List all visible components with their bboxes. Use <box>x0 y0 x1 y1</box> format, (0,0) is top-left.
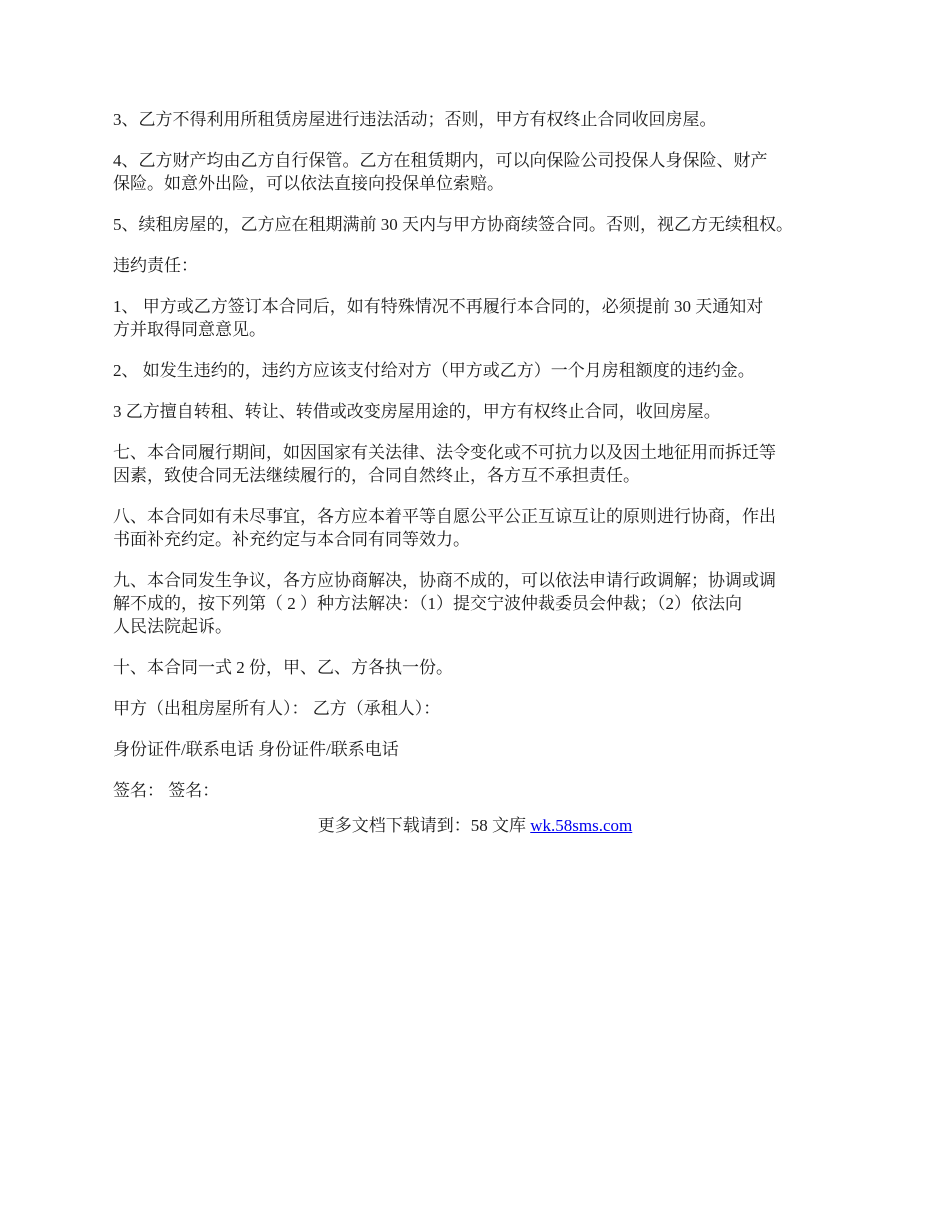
footer-link[interactable]: wk.58sms.com <box>530 816 633 835</box>
paragraph-line: 因素，致使合同无法继续履行的，合同自然终止，各方互不承担责任。 <box>113 466 640 485</box>
paragraph-line: 七、本合同履行期间，如因国家有关法律、法令变化或不可抗力以及因土地征用而拆迁等 <box>113 443 776 462</box>
paragraph-line: 甲方（出租房屋所有人）： 乙方（承租人）： <box>113 699 441 718</box>
paragraph-line: 人民法院起诉。 <box>113 617 232 636</box>
document-body <box>113 108 853 820</box>
paragraph-line: 3、乙方不得利用所租赁房屋进行违法活动；否则，甲方有权终止合同收回房屋。 <box>113 110 717 129</box>
article-8 <box>113 505 853 551</box>
paragraph-line: 九、本合同发生争议，各方应协商解决，协商不成的，可以依法申请行政调解；协调或调 <box>113 571 776 590</box>
paragraph-line: 2、 如发生违约的，违约方应该支付给对方（甲方或乙方）一个月房租额度的违约金。 <box>113 361 755 380</box>
paragraph-line: 签名： 签名： <box>113 781 220 800</box>
signature-line <box>113 779 853 802</box>
article-10 <box>113 656 853 679</box>
breach-clause-1 <box>113 295 853 341</box>
paragraph-line: 书面补充约定。补充约定与本合同有同等效力。 <box>113 530 470 549</box>
article-9 <box>113 569 853 638</box>
clause-4 <box>113 149 853 195</box>
section-heading-breach <box>113 254 853 277</box>
paragraph-line: 4、乙方财产均由乙方自行保管。乙方在租赁期内，可以向保险公司投保人身保险、财产 <box>113 151 768 170</box>
clause-5 <box>113 213 853 236</box>
parties-line <box>113 697 853 720</box>
clause-3 <box>113 108 853 131</box>
paragraph-line: 保险。如意外出险，可以依法直接向投保单位索赔。 <box>113 174 504 193</box>
footer-prefix: 更多文档下载请到：58 文库 <box>317 816 531 835</box>
paragraph-line: 八、本合同如有未尽事宜，各方应本着平等自愿公平公正互谅互让的原则进行协商，作出 <box>113 507 776 526</box>
paragraph-line: 3 乙方擅自转租、转让、转借或改变房屋用途的，甲方有权终止合同，收回房屋。 <box>113 402 721 421</box>
paragraph-line: 1、 甲方或乙方签订本合同后，如有特殊情况不再履行本合同的，必须提前 30 天通知对 <box>113 297 764 316</box>
paragraph-line: 5、续租房屋的，乙方应在租期满前 30 天内与甲方协商续签合同。否则，视乙方无续租权。 <box>113 215 793 234</box>
paragraph-line: 解不成的，按下列第（ 2 ）种方法解决：（1）提交宁波仲裁委员会仲裁；（2）依法向 <box>113 594 742 613</box>
article-7 <box>113 441 853 487</box>
paragraph-line: 方并取得同意意见。 <box>113 320 266 339</box>
breach-clause-2 <box>113 359 853 382</box>
paragraph-line: 十、本合同一式 2 份，甲、乙、方各执一份。 <box>113 658 453 677</box>
id-contact-line <box>113 738 853 761</box>
breach-clause-3 <box>113 400 853 423</box>
paragraph-line: 身份证件/联系电话 身份证件/联系电话 <box>113 740 399 759</box>
download-footer <box>0 814 950 837</box>
section-heading: 违约责任： <box>113 256 198 275</box>
